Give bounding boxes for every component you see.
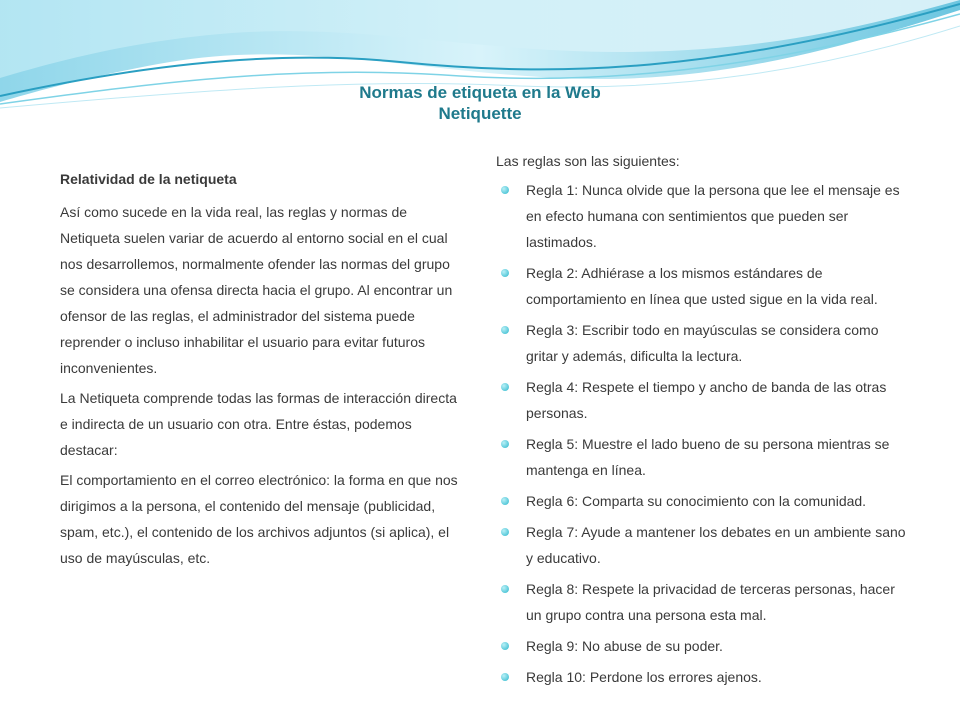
- rule-text: Regla 6: Comparta su conocimiento con la comunidad.: [526, 493, 867, 509]
- bullet-icon: [501, 673, 509, 681]
- right-rules-column: [496, 148, 906, 695]
- rule-item: [496, 664, 906, 690]
- title-line-2: Netiquette: [438, 104, 522, 123]
- bullet-icon: [501, 383, 509, 391]
- paragraph-3: El comportamiento en el correo electrónico: la forma en que nos dirigimos a la persona, el contenido del mensaje (publicidad, spam, etc.), el contenido de los archivos adjuntos (si aplica), el uso de mayúsculas, etc.: [60, 472, 458, 566]
- bullet-icon: [501, 440, 509, 448]
- rule-text: Regla 1: Nunca olvide que la persona que lee el mensaje es en efecto humana con sentimientos que pueden ser lastimados.: [526, 182, 900, 250]
- bullet-icon: [501, 585, 509, 593]
- rule-item: [496, 374, 906, 426]
- rule-text: Regla 4: Respete el tiempo y ancho de banda de las otras personas.: [526, 379, 887, 421]
- rules-intro: Las reglas son las siguientes:: [496, 153, 680, 169]
- rule-text: Regla 8: Respete la privacidad de terceras personas, hacer un grupo contra una persona esta mal.: [526, 581, 895, 623]
- left-text-column: [60, 166, 460, 575]
- title-line-1: Normas de etiqueta en la Web: [359, 83, 601, 102]
- paragraph-1: Así como sucede en la vida real, las reglas y normas de Netiqueta suelen variar de acuerdo al entorno social en el cual nos desarrollemos, normalmente ofender las normas del grupo se considera una ofensa directa hacia el grupo. Al encontrar un ofensor de las reglas, el administrador del sistema puede reprender o incluso inhabilitar el usuario para evitar futuros inconvenientes.: [60, 204, 453, 376]
- rule-text: Regla 2: Adhiérase a los mismos estándares de comportamiento en línea que usted sigue en la vida real.: [526, 265, 878, 307]
- bullet-icon: [501, 642, 509, 650]
- rule-item: [496, 260, 906, 312]
- rule-item: [496, 576, 906, 628]
- bullet-icon: [501, 326, 509, 334]
- paragraph-2: La Netiqueta comprende todas las formas de interacción directa e indirecta de un usuario con otra. Entre éstas, podemos destacar:: [60, 390, 457, 458]
- rule-text: Regla 7: Ayude a mantener los debates en un ambiente sano y educativo.: [526, 524, 906, 566]
- bullet-icon: [501, 497, 509, 505]
- rule-item: [496, 519, 906, 571]
- rule-item: [496, 431, 906, 483]
- bullet-icon: [501, 186, 509, 194]
- rule-text: Regla 9: No abuse de su poder.: [526, 638, 723, 654]
- rule-text: Regla 3: Escribir todo en mayúsculas se considera como gritar y además, dificulta la lectura.: [526, 322, 879, 364]
- section-heading: Relatividad de la netiqueta: [60, 171, 237, 187]
- bullet-icon: [501, 528, 509, 536]
- rule-text: Regla 10: Perdone los errores ajenos.: [526, 669, 762, 685]
- bullet-icon: [501, 269, 509, 277]
- rule-item: [496, 317, 906, 369]
- rule-item: [496, 488, 906, 514]
- rules-list: [496, 177, 906, 690]
- rule-text: Regla 5: Muestre el lado bueno de su persona mientras se mantenga en línea.: [526, 436, 890, 478]
- rule-item: [496, 177, 906, 255]
- rule-item: [496, 633, 906, 659]
- slide-title: [0, 82, 960, 124]
